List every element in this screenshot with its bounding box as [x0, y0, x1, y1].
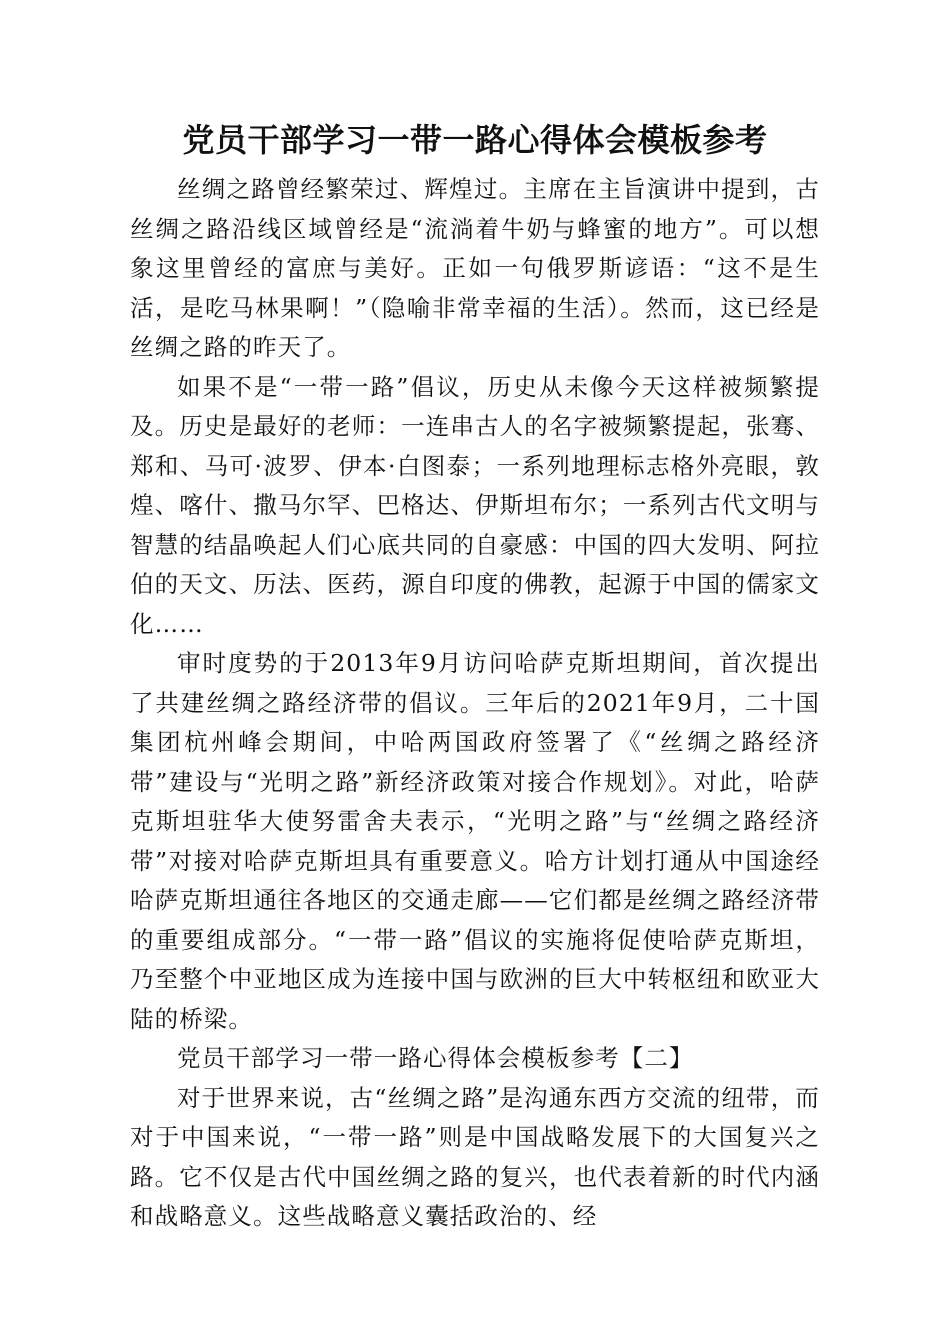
paragraph-belt-road-history: 如果不是“一带一路”倡议，历史从未像今天这样被频繁提及。历史是最好的老师：一连串古人的名字被频繁提起，张骞、郑和、马可·波罗、伊本·白图泰；一系列地理标志格外亮眼，敦煌、喀什、撒马尔罕、巴格达、伊斯坦布尔；一系列古代文明与智慧的结晶唤起人们心底共同的自豪感：中国的四大发明、阿拉伯的天文、历法、医药，源自印度的佛教，起源于中国的儒家文化……	[130, 372, 820, 638]
section-subheading: 党员干部学习一带一路心得体会模板参考【二】	[177, 1044, 694, 1072]
paragraph-kazakhstan-cooperation: 审时度势的于2013年9月访问哈萨克斯坦期间，首次提出了共建丝绸之路经济带的倡议。三年后的2021年9月，二十国集团杭州峰会期间，中哈两国政府签署了《“丝绸之路经济带”建设与“光明之路”新经济政策对接合作规划》。对此，哈萨克斯坦驻华大使努雷舍夫表示，“光明之路”与“丝绸之路经济带”对接对哈萨克斯坦具有重要意义。哈方计划打通从中国途经哈萨克斯坦通往各地区的交通走廊——它们都是丝绸之路经济带的重要组成部分。“一带一路”倡议的实施将促使哈萨克斯坦，乃至整个中亚地区成为连接中国与欧洲的巨大中转枢纽和欧亚大陆的桥梁。	[130, 649, 820, 1033]
document-body	[130, 170, 820, 1237]
paragraph-silk-road-history: 丝绸之路曾经繁荣过、辉煌过。主席在主旨演讲中提到，古丝绸之路沿线区域曾经是“流淌着牛奶与蜂蜜的地方”。可以想象这里曾经的富庶与美好。正如一句俄罗斯谚语：“这不是生活，是吃马林果啊！”（隐喻非常幸福的生活）。然而，这已经是丝绸之路的昨天了。	[130, 175, 820, 361]
paragraph-world-significance: 对于世界来说，古“丝绸之路”是沟通东西方交流的纽带，而对于中国来说，“一带一路”则是中国战略发展下的大国复兴之路。它不仅是古代中国丝绸之路的复兴，也代表着新的时代内涵和战略意义。这些战略意义囊括政治的、经	[130, 1083, 820, 1230]
document-title: 党员干部学习一带一路心得体会模板参考	[182, 121, 768, 159]
